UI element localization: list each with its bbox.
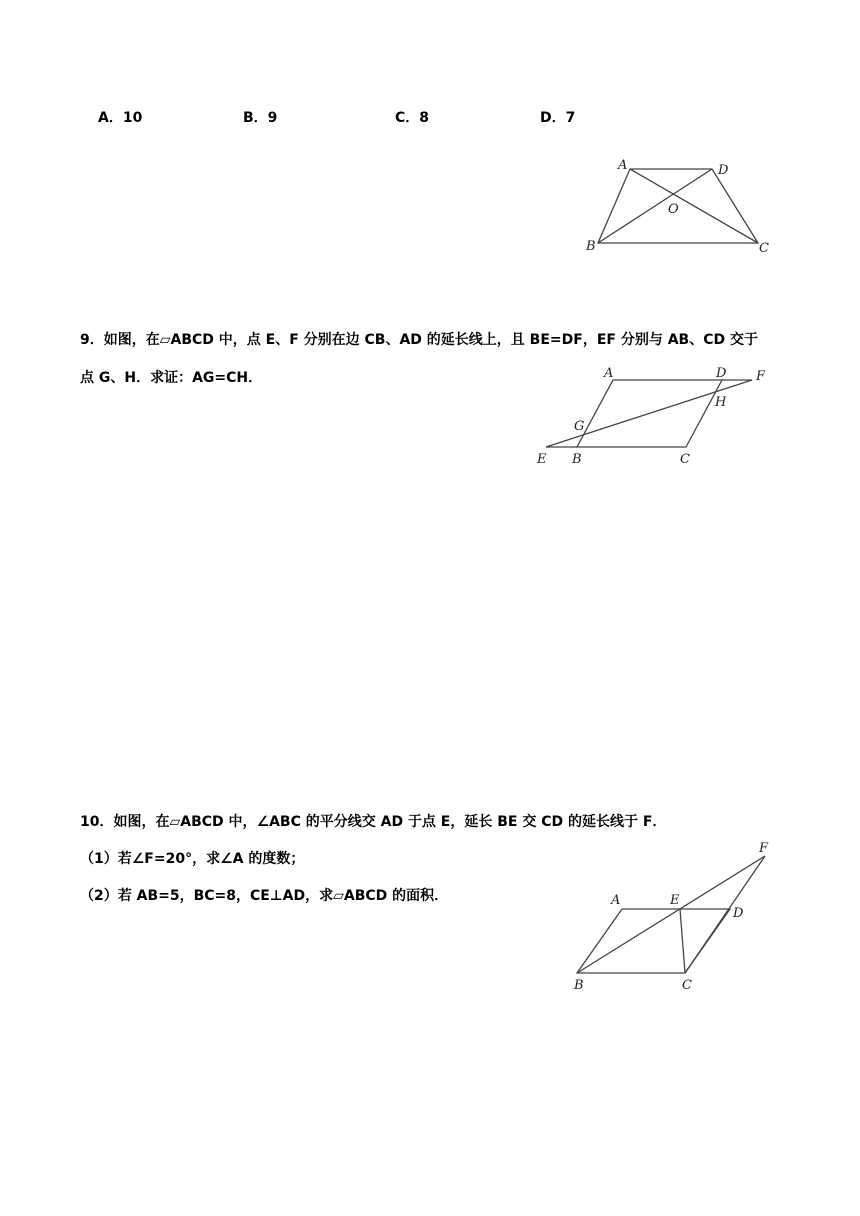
- q10-line-cf: [685, 856, 765, 973]
- q8-label-c: C: [759, 241, 769, 256]
- q10-label-f: F: [759, 841, 769, 856]
- q9-line-ef: [546, 380, 752, 447]
- q9-label-b: B: [572, 452, 582, 467]
- q10-part1: （1）若∠F=20°，求∠A 的度数；: [80, 851, 305, 867]
- q10-label-a: A: [611, 893, 621, 908]
- q9-label-c: C: [680, 452, 690, 467]
- q10-line-ce: [680, 909, 685, 973]
- option-c: C．8: [395, 110, 430, 126]
- option-a: A．10: [98, 110, 143, 126]
- q8-label-d: D: [718, 163, 729, 178]
- q9-label-a: A: [604, 366, 614, 381]
- q9-text-line1: 9．如图，在▱ABCD 中，点 E、F 分别在边 CB、AD 的延长线上，且 BE=DF，EF 分别与 AB、CD 交于: [80, 332, 758, 348]
- q10-label-b: B: [574, 978, 584, 993]
- q10-part2: （2）若 AB=5，BC=8，CE⊥AD，求▱ABCD 的面积．: [80, 888, 449, 904]
- option-d: D．7: [540, 110, 576, 126]
- q9-label-h: H: [715, 395, 727, 410]
- q10-label-d: D: [733, 906, 744, 921]
- q9-label-g: G: [574, 419, 585, 434]
- q10-label-c: C: [682, 978, 692, 993]
- q8-label-b: B: [586, 239, 596, 254]
- q10-label-e: E: [670, 893, 680, 908]
- q10-parallelogram-figure: [560, 838, 780, 998]
- q9-label-f: F: [756, 369, 766, 384]
- q9-label-d: D: [716, 366, 727, 381]
- q8-label-o: O: [668, 202, 679, 217]
- q9-label-e: E: [537, 452, 547, 467]
- q9-parallelogram-figure: [530, 362, 780, 467]
- option-b: B．9: [243, 110, 278, 126]
- q8-trapezoid-figure: [580, 155, 780, 260]
- q8-label-a: A: [618, 158, 628, 173]
- q9-text-line2: 点 G、H．求证：AG=CH．: [80, 370, 263, 386]
- q10-text-line1: 10．如图，在▱ABCD 中，∠ABC 的平分线交 AD 于点 E，延长 BE 交 CD 的延长线于 F．: [80, 814, 667, 830]
